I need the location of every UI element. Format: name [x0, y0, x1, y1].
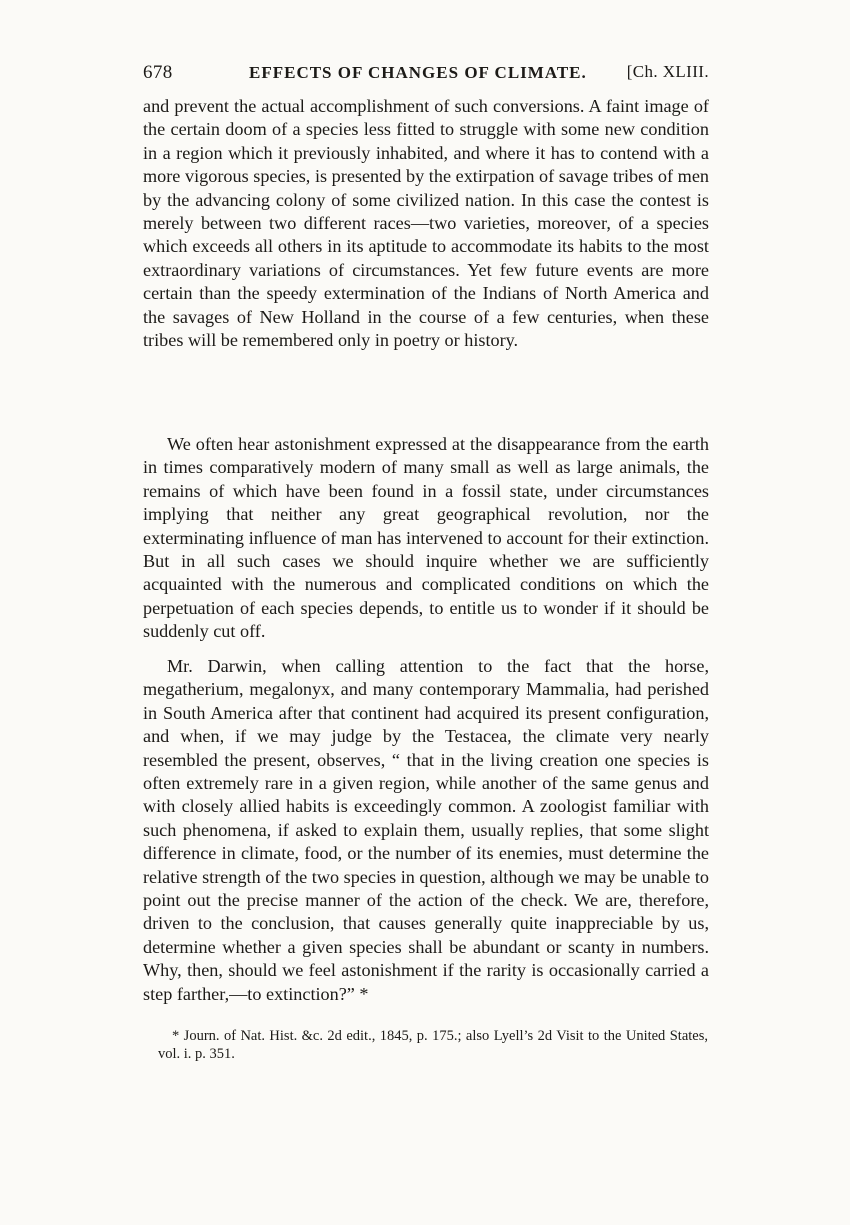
paragraph-darwin — [143, 655, 709, 1006]
paragraph-text: Mr. Darwin, when calling attention to the fact that the horse, megatherium, megalonyx, and many contemporary Mammalia, had perished in South America after that continent had acquired its present configuration, and when, if we may judge by the Testacea, the climate very nearly resembled the present, observes, “ that in the living creation one species is often extremely rare in a given region, while another of the same genus and with closely allied habits is exceedingly common. A zoologist familiar with such phenomena, if asked to explain them, usually replies, that some slight difference in climate, food, or the number of its enemies, must determine the relative strength of the two species in question, although we may be unable to point out the precise manner of the action of the check. We are, therefore, driven to the conclusion, that causes generally quite inappreciable by us, determine whether a given species shall be abundant or scanty in numbers. Why, then, should we feel astonishment if the rarity is occasionally carried a step farther,—to extinction?” * — [143, 656, 709, 1004]
chapter-label: [Ch. XLIII. — [626, 62, 709, 81]
footnote: * Journ. of Nat. Hist. &c. 2d edit., 1845, p. 175.; also Lyell’s 2d Visit to the United States, vol. i. p. 351. — [158, 1028, 708, 1062]
paragraph-text: and prevent the actual accomplishment of such conversions. A faint image of the certain doom of a species less fitted to struggle with some new condition in a region which it previously inhabited, and where it has to contend with a more vigorous species, is presented by the extirpation of savage tribes of men by the advancing colony of some civilized nation. In this case the contest is merely between two different races—two varieties, moreover, of a species which exceeds all others in its aptitude to accommodate its habits to the most extraordinary variations of circumstances. Yet few future events are more certain than the speedy extermination of the Indians of North America and the savages of New Holland in the course of a few centuries, when these tribes will be remembered only in poetry or history. — [143, 96, 709, 351]
paragraph-disappearance — [143, 433, 709, 644]
paragraph-text: We often hear astonishment expressed at the disappearance from the earth in times comparatively modern of many small as well as large animals, the remains of which have been found in a fossil state, under circumstances implying that neither any great geographical revolution, nor the exterminating influence of man has intervened to account for their extinction. But in all such cases we should inquire whether we are sufficiently acquainted with the numerous and complicated conditions on which the perpetuation of each species depends, to entitle us to wonder if it should be suddenly cut off. — [143, 434, 709, 642]
paragraph-continuation — [143, 95, 709, 352]
running-title: EFFECTS OF CHANGES OF CLIMATE. — [249, 63, 587, 82]
page-number: 678 — [143, 62, 173, 83]
